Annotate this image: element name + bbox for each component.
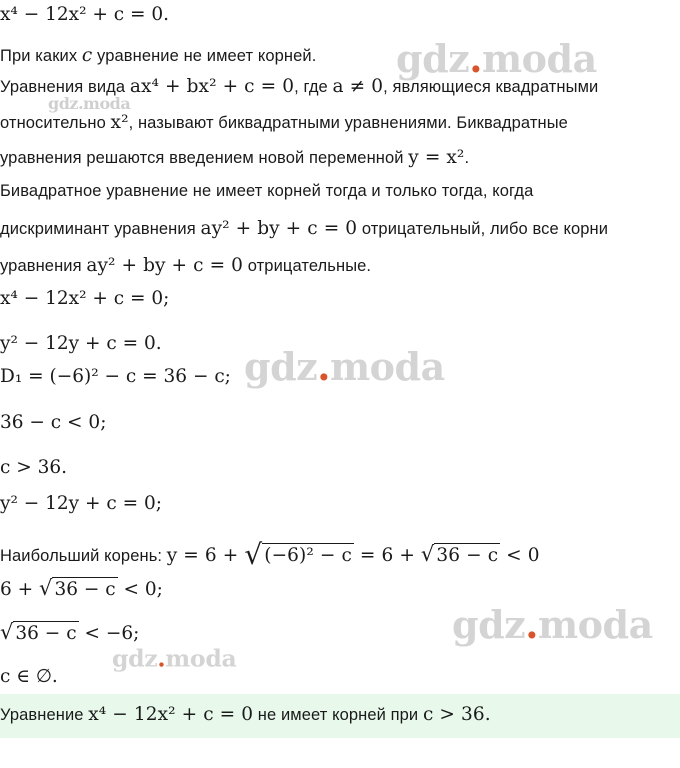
math-line-1: x⁴ − 12x² + c = 0; — [0, 288, 170, 309]
math-line-3: y² − 12y + c = 0; — [0, 493, 163, 514]
answer-box — [0, 694, 680, 738]
sqrt-inequality-1: 6 + √ 36 − c < 0; — [0, 576, 163, 600]
root-line: Наибольший корень: y = 6 + √ (−6)² − c = 6 + √ 36 − c < 0 — [0, 538, 540, 571]
theory-line-3: уравнения решаются введением новой переменной y = x². — [0, 147, 470, 168]
inequality-line: 36 − c < 0; — [0, 412, 107, 433]
condition-line: c > 36. — [0, 457, 68, 478]
theory-line-1: Уравнения вида ax⁴ + bx² + c = 0, где a ≠ 0, являющиеся квадратными — [0, 76, 599, 97]
answer-line: Уравнение x⁴ − 12x² + c = 0 не имеет корней при c > 36. — [0, 704, 491, 725]
math-line-2: y² − 12y + c = 0. — [0, 333, 162, 354]
theory-line-5: дискриминант уравнения ay² + by + c = 0 отрицательный, либо все корни — [0, 218, 609, 239]
watermark: gdz.moda — [396, 36, 597, 81]
sqrt-inequality-2: √ 36 − c < −6; — [0, 620, 140, 644]
watermark: gdz.moda — [112, 644, 237, 672]
discriminant-line: D₁ = (−6)² − c = 36 − c; — [0, 366, 231, 387]
theory-line-6: уравнения ay² + by + c = 0 отрицательные. — [0, 255, 372, 276]
watermark: gdz.moda — [244, 344, 445, 389]
theory-line-2: относительно x², называют биквадратными уравнениями. Биквадратные — [0, 112, 568, 133]
empty-set-line: c ∈ ∅. — [0, 666, 58, 687]
watermark: gdz.moda — [48, 94, 131, 113]
watermark: gdz.moda — [452, 602, 653, 647]
equation-line: x⁴ − 12x² + c = 0. — [0, 4, 170, 25]
theory-line-4: Бивадратное уравнение не имеет корней тогда и только тогда, когда — [0, 182, 534, 200]
question-line: При каких c уравнение не имеет корней. — [0, 45, 317, 66]
